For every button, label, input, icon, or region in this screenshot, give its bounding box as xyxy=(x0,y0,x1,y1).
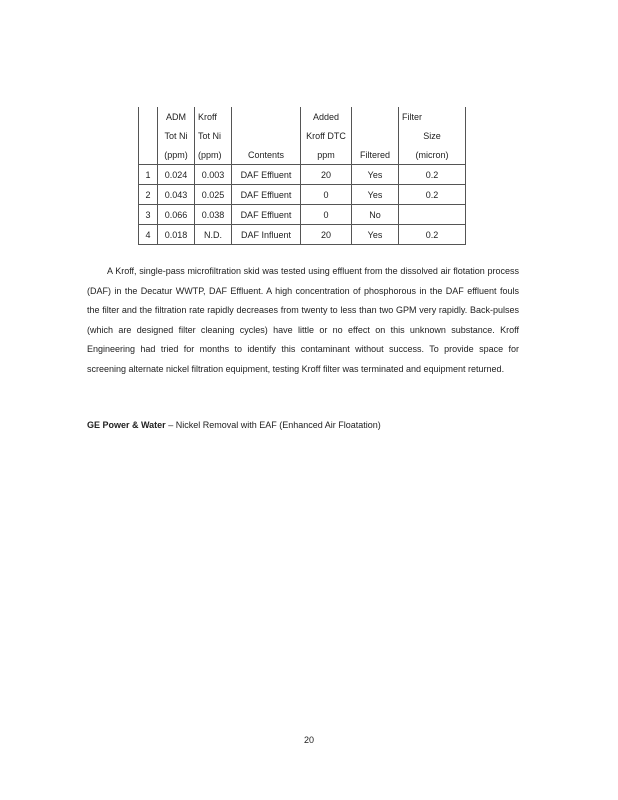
body-paragraph: A Kroff, single-pass microfiltration skid was tested using effluent from the dissolved air flotation process (DAF) in the Decatur WWTP, DAF Effluent. A high concentration of phosphorous in the DAF effluent fouls the filter and the filtration rate rapidly decreases from twenty to less than two GPM very rapidly. Back-pulses (which are designed filter cleaning cycles) have little or no effect on this unknown substance. Kroff Engineering had tried for months to identify this contaminant without success. To provide space for screening alternate nickel filtration equipment, testing Kroff filter was terminated and equipment returned. xyxy=(87,266,519,374)
table-row xyxy=(139,185,466,205)
table-row xyxy=(139,165,466,185)
header-added-1: Added xyxy=(301,107,352,126)
cell-adm: 0.043 xyxy=(158,185,195,205)
row-number: 4 xyxy=(139,225,158,245)
cell-filtered: Yes xyxy=(352,225,399,245)
header-size-2: Size xyxy=(399,126,466,145)
cell-kroff: 0.003 xyxy=(195,165,232,185)
cell-filtered: No xyxy=(352,205,399,225)
header-adm-1: ADM xyxy=(158,107,195,126)
header-size-1: Filter xyxy=(399,107,466,126)
cell-contents: DAF Effluent xyxy=(232,205,301,225)
header-added-2: Kroff DTC xyxy=(301,126,352,145)
cell-adm: 0.024 xyxy=(158,165,195,185)
cell-adm: 0.018 xyxy=(158,225,195,245)
table-header-row xyxy=(139,126,466,145)
table-row xyxy=(139,205,466,225)
section-heading xyxy=(87,420,381,430)
cell-size xyxy=(399,205,466,225)
cell-size: 0.2 xyxy=(399,165,466,185)
header-adm-3: (ppm) xyxy=(158,145,195,165)
cell-kroff: N.D. xyxy=(195,225,232,245)
heading-rest: – Nickel Removal with EAF (Enhanced Air Floatation) xyxy=(165,420,381,430)
header-kroff-2: Tot Ni xyxy=(195,126,232,145)
header-adm-2: Tot Ni xyxy=(158,126,195,145)
table-row xyxy=(139,225,466,245)
header-filtered: Filtered xyxy=(352,145,399,165)
cell-added: 0 xyxy=(301,205,352,225)
header-filtered-blank xyxy=(352,107,399,126)
cell-contents: DAF Effluent xyxy=(232,185,301,205)
cell-adm: 0.066 xyxy=(158,205,195,225)
cell-filtered: Yes xyxy=(352,165,399,185)
cell-size: 0.2 xyxy=(399,225,466,245)
header-contents-blank xyxy=(232,107,301,126)
cell-added: 20 xyxy=(301,165,352,185)
header-kroff-1: Kroff xyxy=(195,107,232,126)
cell-added: 0 xyxy=(301,185,352,205)
cell-contents: DAF Influent xyxy=(232,225,301,245)
page-number: 20 xyxy=(303,735,314,745)
table-header-row xyxy=(139,107,466,126)
cell-added: 20 xyxy=(301,225,352,245)
header-num xyxy=(139,107,158,126)
header-kroff-3: (ppm) xyxy=(195,145,232,165)
table-header-row xyxy=(139,145,466,165)
header-added-3: ppm xyxy=(301,145,352,165)
header-size-3: (micron) xyxy=(399,145,466,165)
heading-bold: GE Power & Water xyxy=(87,420,166,430)
row-number: 2 xyxy=(139,185,158,205)
cell-kroff: 0.038 xyxy=(195,205,232,225)
cell-size: 0.2 xyxy=(399,185,466,205)
row-number: 1 xyxy=(139,165,158,185)
results-table xyxy=(138,107,466,245)
cell-filtered: Yes xyxy=(352,185,399,205)
cell-contents: DAF Effluent xyxy=(232,165,301,185)
cell-kroff: 0.025 xyxy=(195,185,232,205)
header-contents: Contents xyxy=(232,145,301,165)
row-number: 3 xyxy=(139,205,158,225)
